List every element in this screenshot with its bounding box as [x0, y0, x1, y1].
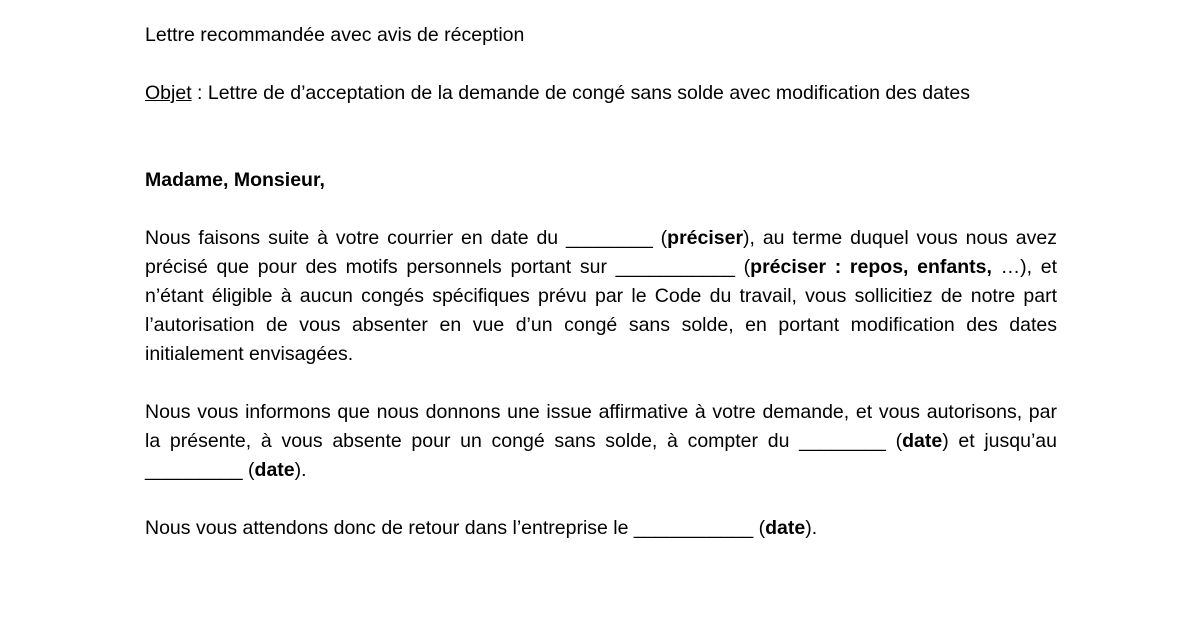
bold-text: date [765, 517, 806, 539]
text-segment: ). [294, 459, 307, 481]
text-segment: Nous faisons suite à votre courrier en date du ________ ( [145, 227, 668, 249]
bold-text: préciser [667, 227, 744, 249]
bold-text: date [902, 430, 943, 452]
letter-type-line: Lettre recommandée avec avis de réception [145, 24, 525, 46]
text-segment: …), et n’étant éligible à aucun congés spécifiques prévu par le Code du travail, vous sollicitiez de notre part l’autorisation de vous absenter en vue d’un congé sans solde, en portant modification des dates initialement envisagées. [145, 256, 1057, 365]
letter-body [145, 224, 1057, 543]
text-segment: ). [805, 517, 818, 539]
text-segment: Nous vous attendons donc de retour dans l’entreprise le ___________ ( [145, 517, 766, 539]
bold-text: préciser : repos, enfants, [750, 256, 992, 278]
subject-line [145, 79, 1057, 108]
text-segment: Nous vous informons que nous donnons une issue affirmative à votre demande, et vous autorisons, par la présente, à vous absente pour un congé sans solde, à compter du ________ ( [145, 401, 1057, 452]
salutation [145, 166, 1057, 195]
body-paragraph [145, 398, 1057, 485]
body-paragraph [145, 514, 1057, 543]
body-paragraph [145, 224, 1057, 369]
text-segment: ), au terme duquel vous nous avez précisé que pour des motifs personnels portant sur ___________ ( [145, 227, 1057, 278]
text-segment: ) et jusqu’au _________ ( [145, 430, 1057, 481]
bold-text: Madame, Monsieur, [145, 169, 325, 191]
text-segment: : Lettre de d’acceptation de la demande de congé sans solde avec modification des dates [191, 82, 970, 104]
underlined-text: Objet [145, 82, 192, 104]
bold-text: date [254, 459, 295, 481]
